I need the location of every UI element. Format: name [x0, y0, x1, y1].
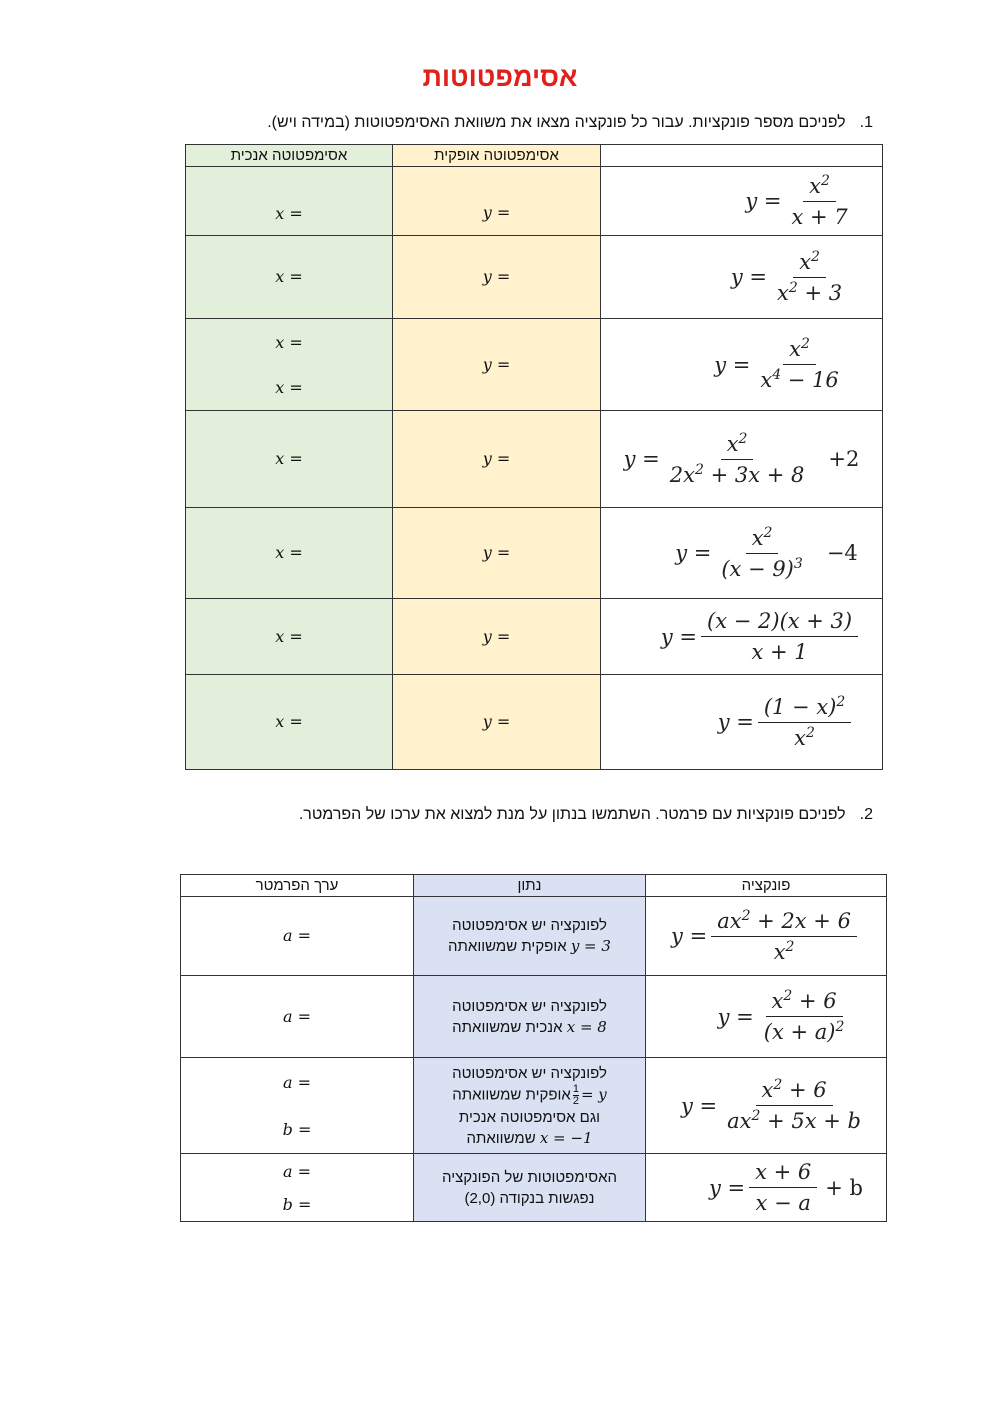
q2-given-3: לפונקציה יש אסימפטוטה y = $\frac{1}{2}$ אופקית שמשוואתה וגם אסימפטוטה אנכית x = −1 שמשוואתה — [414, 1058, 646, 1154]
q2-header-function: פונקציה — [646, 875, 887, 897]
q2-header-param: ערך הפרמטר — [181, 875, 414, 897]
q1-header-function — [601, 145, 883, 167]
q2-given-1: לפונקציה יש אסימפטוטה y = 3 אופקית שמשוואתה — [414, 897, 646, 976]
q1-horizontal-answer-6[interactable]: y = — [393, 599, 601, 675]
q1-instruction — [267, 114, 873, 132]
q2-param-answer-2[interactable]: a = — [181, 976, 414, 1058]
q1-function-6: y = $\frac{(x - 2)(x + 3)}{x + 1}$ — [601, 599, 883, 675]
q2-instruction — [299, 806, 873, 824]
q1-vertical-answer-5[interactable]: x = — [186, 508, 393, 599]
q1-horizontal-answer-3[interactable]: y = — [393, 319, 601, 411]
q1-vertical-answer-2[interactable]: x = — [186, 236, 393, 319]
q2-function-2: y = $\frac{x^2 + 6}{(x + a)^2}$ — [646, 976, 887, 1058]
q1-function-5: y = $\frac{x^2}{(x - 9)^3}$ −4 — [601, 508, 883, 599]
q2-function-1: y = $\frac{ax^2 + 2x + 6}{x^2}$ — [646, 897, 887, 976]
q1-table — [185, 144, 883, 770]
q2-given-4: האסימפטוטות של הפונקציה נפגשות בנקודה (2,0) — [414, 1154, 646, 1222]
page-title: אסימפטוטות — [422, 62, 578, 92]
q1-function-2: y = $\frac{x^2}{x^2 + 3}$ — [601, 236, 883, 319]
q1-vertical-answer-4[interactable]: x = — [186, 411, 393, 508]
q1-number: 1. — [859, 114, 873, 131]
q1-horizontal-answer-4[interactable]: y = — [393, 411, 601, 508]
q1-vertical-answer-7[interactable]: x = — [186, 675, 393, 770]
q2-function-3: y = $\frac{x^2 + 6}{ax^2 + 5x + b}$ — [646, 1058, 887, 1154]
q2-param-answer-1[interactable]: a = — [181, 897, 414, 976]
q2-header-given: נתון — [414, 875, 646, 897]
q2-text: לפניכם פונקציות עם פרמטר. השתמשו בנתון על מנת למצוא את ערכו של הפרמטר. — [298, 806, 846, 823]
q1-function-1: y = $\frac{x^2}{x + 7}$ — [601, 167, 883, 236]
q1-vertical-answer-3[interactable]: x = x = — [186, 319, 393, 411]
q1-function-4: y = $\frac{x^2}{2x^2 + 3x + 8}$ +2 — [601, 411, 883, 508]
q1-horizontal-answer-1[interactable]: y = — [393, 167, 601, 236]
q1-vertical-answer-6[interactable]: x = — [186, 599, 393, 675]
q2-function-4: y = $\frac{x + 6}{x - a}$ + b — [646, 1154, 887, 1222]
q1-vertical-answer-1[interactable]: x = — [186, 167, 393, 236]
q2-number: 2. — [859, 806, 873, 823]
q1-header-vertical: אסימפטוטה אנכית — [186, 145, 393, 167]
q1-text: לפניכם מספר פונקציות. עבור כל פונקציה מצאו את משוואת האסימפטוטות (במידה ויש). — [267, 114, 846, 131]
q2-given-2: לפונקציה יש אסימפטוטה x = 8 אנכית שמשוואתה — [414, 976, 646, 1058]
q2-param-answer-3[interactable]: a = b = — [181, 1058, 414, 1154]
q1-function-7: y = $\frac{(1 - x)^2}{x^2}$ — [601, 675, 883, 770]
q1-function-3: y = $\frac{x^2}{x^4 - 16}$ — [601, 319, 883, 411]
q1-header-horizontal: אסימפטוטה אופקית — [393, 145, 601, 167]
q1-horizontal-answer-7[interactable]: y = — [393, 675, 601, 770]
q2-param-answer-4[interactable]: a = b = — [181, 1154, 414, 1222]
q1-horizontal-answer-2[interactable]: y = — [393, 236, 601, 319]
q2-table — [180, 874, 887, 1222]
q1-horizontal-answer-5[interactable]: y = — [393, 508, 601, 599]
